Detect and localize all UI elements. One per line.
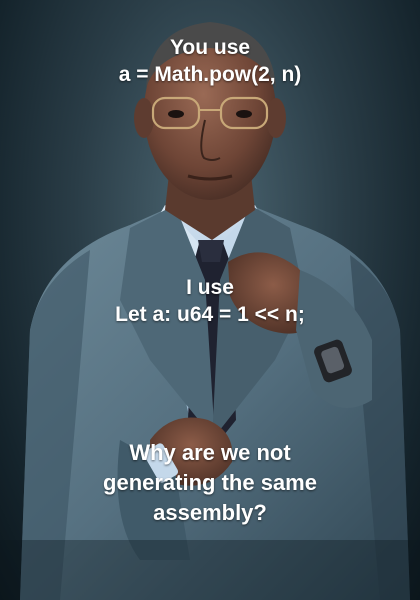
caption-top-line-1: You use — [169, 36, 251, 59]
caption-top — [0, 34, 420, 88]
caption-top-line-2: a = Math.pow(2, n) — [118, 63, 302, 86]
caption-middle — [0, 274, 420, 328]
caption-bottom — [0, 438, 420, 528]
caption-middle-line-1: I use — [186, 276, 234, 299]
caption-bottom-line-2: generating the same — [103, 470, 317, 495]
caption-bottom-line-3: assembly? — [153, 500, 267, 525]
caption-bottom-line-1: Why are we not — [129, 440, 291, 465]
caption-middle-line-2: Let a: u64 = 1 << n; — [115, 303, 305, 326]
